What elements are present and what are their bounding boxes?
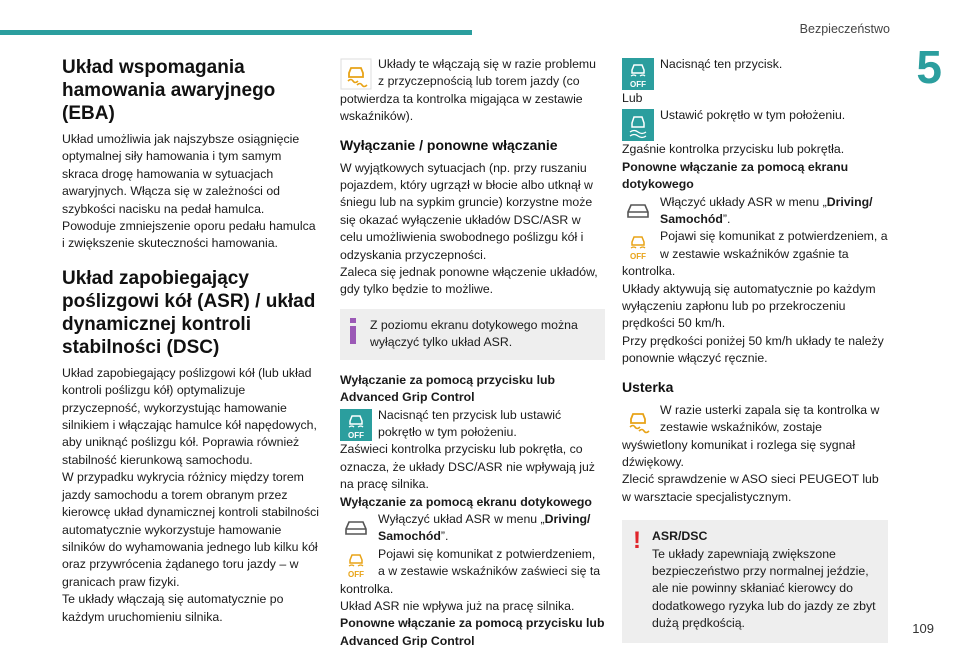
icon-paragraph <box>622 56 888 90</box>
asr-off-button-icon <box>340 409 372 441</box>
heading-enable-button: Ponowne włączanie za pomocą przycisku lub Advanced Grip Control <box>340 616 605 648</box>
header-accent-bar <box>0 30 472 35</box>
car-menu-icon <box>622 196 654 228</box>
warning-box <box>622 520 888 642</box>
skid-warning-icon <box>340 58 372 90</box>
icon-paragraph <box>340 407 605 442</box>
paragraph: Układ ASR nie wpływa już na pracę silnika. <box>340 598 575 613</box>
icon-paragraph <box>622 228 888 280</box>
column-2 <box>340 56 605 650</box>
heading-disable-button: Wyłączanie za pomocą przycisku lub Advanced Grip Control <box>340 372 556 405</box>
paragraph <box>622 194 888 229</box>
paragraph: Te układy włączają się automatycznie po każdym uruchomieniu silnika. <box>62 592 284 624</box>
icon-paragraph <box>340 56 605 126</box>
paragraph: Pojawi się komunikat z potwierdzeniem, a w zestawie wskaźników zgaśnie ta kontrolka. <box>622 229 888 279</box>
paragraph: Zaświeci kontrolka przycisku lub pokrętła, co oznacza, że układy DSC/ASR nie wpływają już na pracę silnika. <box>340 442 595 492</box>
grip-control-dial-icon <box>622 109 654 141</box>
paragraph: Zaleca się jednak ponowne włączenie układów, gdy tylko będzie to możliwe. <box>340 265 598 297</box>
paragraph: Układ umożliwia jak najszybsze osiągnięcie optymalnej siły hamowania i tym samym skraca drogę hamowania w sytuacjach awaryjnych. Włącza się w zależności od szybkości nacisku na pedał hamulca. Powoduje zmniejszenie oporu pedału hamulca i zwiększenie skuteczności hamowania. <box>62 132 316 251</box>
icon-paragraph <box>340 511 605 546</box>
section-name: Bezpieczeństwo <box>799 22 890 36</box>
off-label: OFF <box>348 430 364 440</box>
paragraph-or: Lub <box>622 91 643 105</box>
column-1 <box>62 56 320 626</box>
heading-enable-touchscreen: Ponowne włączanie za pomocą ekranu dotykowego <box>622 159 849 192</box>
title-eba: Układ wspomagania hamowania awaryjnego (EBA) <box>62 57 276 124</box>
icon-paragraph <box>622 402 888 472</box>
warning-text: Te układy zapewniają zwiększone bezpieczeństwo przy normalnej jeździe, ale nie powinny skłaniać kierowcy do dodatkowego ryzyka lub do jazdy ze zbyt dużą prędkością. <box>652 546 876 631</box>
paragraph: Układ zapobiegający poślizgowi kół (lub układ kontroli poślizgu kół) optymalizuje przyczepność, wykorzystując hamowanie silnikiem i włączając hamulce kół napędowych, aby uniknąć poślizgu kół. Poprawia również stabilność kierunkową samochodu. <box>62 365 317 467</box>
paragraph <box>340 511 605 546</box>
heading-disable-touchscreen: Wyłączanie za pomocą ekranu dotykowego <box>340 494 592 509</box>
info-box <box>340 309 605 360</box>
asr-off-button-icon <box>622 58 654 90</box>
paragraph: Układy aktywują się automatycznie po każdym wyłączeniu zapłonu lub po przekroczeniu prędkości 50 km/h. <box>622 281 876 331</box>
asr-off-warning-icon <box>622 230 654 262</box>
paragraph: Nacisnąć ten przycisk. <box>660 57 783 71</box>
paragraph: Zlecić sprawdzenie w ASO sieci PEUGEOT lub w warsztacie specjalistycznym. <box>622 472 879 504</box>
warning-title: ASR/DSC <box>652 529 708 544</box>
column-3 <box>622 56 888 643</box>
text-part: Wyłączyć układ ASR w menu „ <box>378 511 545 526</box>
paragraph: Pojawi się komunikat z potwierdzeniem, a w zestawie wskaźników zaświeci się ta kontrolka. <box>340 546 601 596</box>
info-text: Z poziomu ekranu dotykowego można wyłączyć tylko układ ASR. <box>370 317 578 350</box>
paragraph: Zgaśnie kontrolka przycisku lub pokrętła. <box>622 142 845 157</box>
paragraph: W wyjątkowych sytuacjach (np. przy ruszaniu pojazdem, który ugrzązł w błocie albo utknął w śniegu lub na sypkim gruncie) korzystne może się okazać wyłączenie układów DSC/ASR w celu umożliwienia swobodnego poślizgu kół i odzyskania przyczepności. <box>340 160 593 262</box>
text-part: ”. <box>722 212 731 227</box>
page-number: 109 <box>912 621 934 636</box>
icon-paragraph <box>340 546 605 598</box>
paragraph: W razie usterki zapala się ta kontrolka w zestawie wskaźników, zostaje wyświetlony komunikat i rozlega się sygnał dźwiękowy. <box>622 402 880 469</box>
text-part: ”. <box>440 529 449 544</box>
chapter-number: 5 <box>916 41 942 93</box>
heading-disable-enable: Wyłączanie / ponowne włączanie <box>340 136 558 153</box>
text-part: Włączyć układy ASR w menu „ <box>660 194 827 209</box>
paragraph: Układy te włączają się w razie problemu z przyczepnością lub torem jazdy (co potwierdza ta kontrolka migająca w zestawie wskaźników). <box>340 57 597 124</box>
paragraph: Ustawić pokrętło w tym położeniu. <box>660 108 846 123</box>
asr-off-warning-icon <box>340 548 372 580</box>
info-icon <box>350 318 355 344</box>
paragraph: W przypadku wykrycia różnicy między torem jazdy samochodu a torem obranym przez kierowcę układ dynamicznej kontroli stabilności automatycznie wykorzystuje hamowanie silników do wyhamowania jednego lub kilku kół oraz przywrócenia żądanego toru jazdy – w granicach praw fizyki. <box>62 470 319 589</box>
skid-warning-icon <box>622 404 654 436</box>
off-label: OFF <box>348 569 364 579</box>
warning-exclamation-icon: ! <box>633 527 641 555</box>
off-label: OFF <box>630 252 646 262</box>
heading-fault: Usterka <box>622 378 674 395</box>
off-label: OFF <box>630 80 646 89</box>
car-menu-icon <box>340 513 372 545</box>
title-asr-dsc: Układ zapobiegający poślizgowi kół (ASR) / układ dynamicznej kontroli stabilności (DSC) <box>62 267 316 358</box>
paragraph: Nacisnąć ten przycisk lub ustawić pokrętło w tym położeniu. <box>378 407 562 439</box>
icon-paragraph <box>622 107 888 141</box>
menu-name: Driving/ Samochód <box>660 194 873 227</box>
paragraph: Przy prędkości poniżej 50 km/h układy te należy ponownie włączyć ręcznie. <box>622 333 884 366</box>
icon-paragraph <box>622 194 888 229</box>
menu-name: Driving/ Samochód <box>378 511 591 544</box>
